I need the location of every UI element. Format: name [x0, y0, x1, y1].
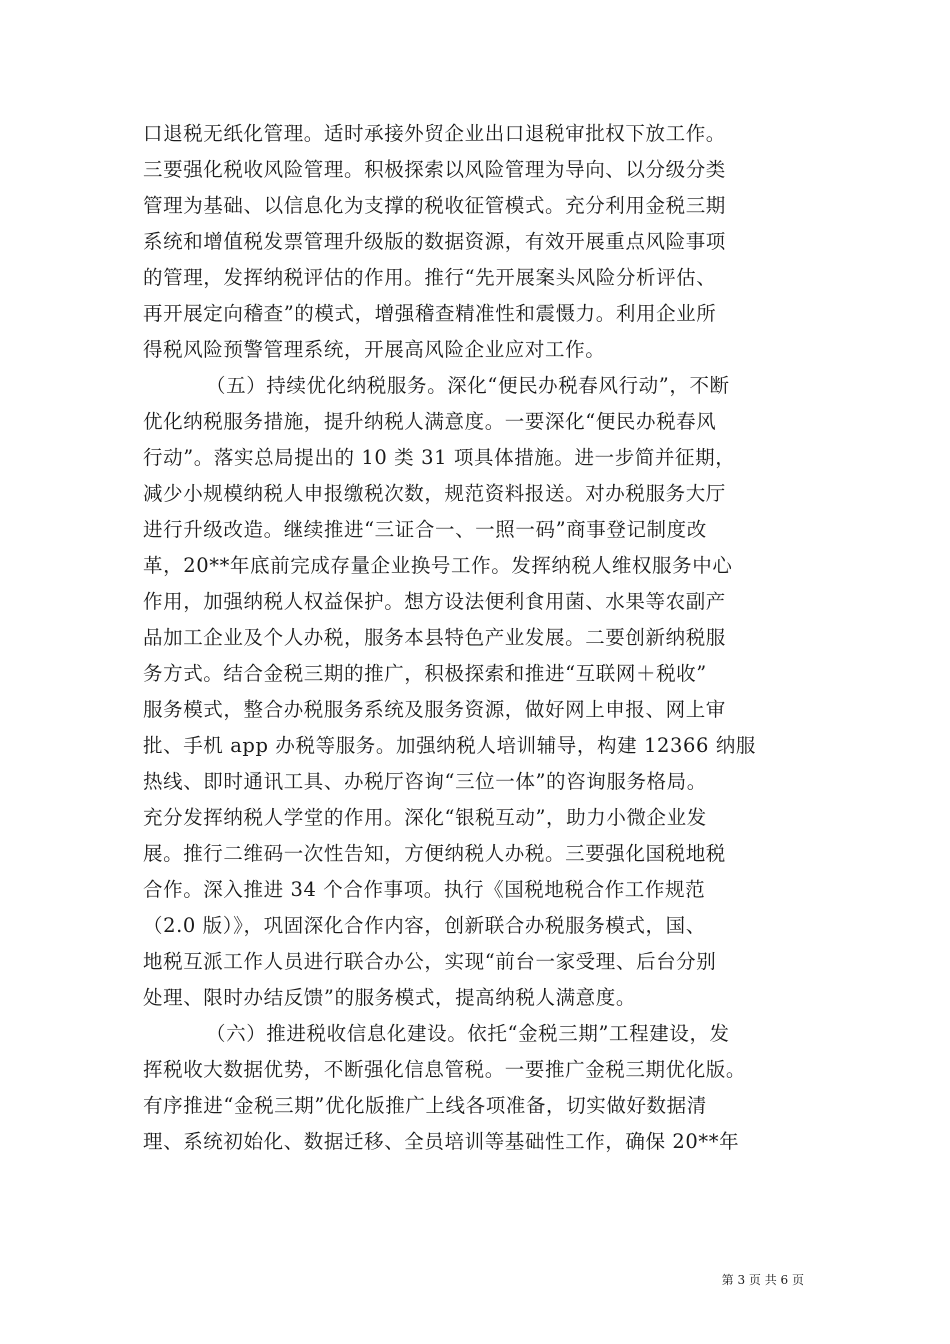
text-line: 批、手机 app 办税等服务。加强纳税人培训辅导，构建 12366 纳服	[143, 734, 757, 757]
text-line: 革，20**年底前完成存量企业换号工作。发挥纳税人维权服务中心	[143, 554, 733, 577]
text-line: 品加工企业及个人办税，服务本县特色产业发展。二要创新纳税服	[143, 626, 726, 649]
text-line: 挥税收大数据优势，不断强化信息管税。一要推广金税三期优化版。	[143, 1058, 747, 1081]
text-line: 减少小规模纳税人申报缴税次数，规范资料报送。对办税服务大厅	[143, 482, 726, 505]
text-line: 三要强化税收风险管理。积极探索以风险管理为导向、以分级分类	[143, 158, 726, 181]
text-line: （2.0 版）》，巩固深化合作内容，创新联合办税服务模式，国、	[143, 914, 706, 937]
text-line: 再开展定向稽查”的模式，增强稽查精准性和震慑力。利用企业所	[143, 302, 717, 325]
text-line: 处理、限时办结反馈”的服务模式，提高纳税人满意度。	[143, 986, 636, 1009]
text-line: 系统和增值税发票管理升级版的数据资源，有效开展重点风险事项	[143, 230, 726, 253]
text-line: 热线、即时通讯工具、办税厅咨询“三位一体”的咨询服务格局。	[143, 770, 707, 793]
text-line: 务方式。结合金税三期的推广，积极探索和推进“互联网＋税收”	[143, 662, 707, 685]
section-heading-line: （五）持续优化纳税服务。深化“便民办税春风行动”，不断	[206, 374, 730, 397]
text-line: 口退税无纸化管理。适时承接外贸企业出口退税审批权下放工作。	[143, 122, 726, 145]
section-heading-line: （六）推进税收信息化建设。依托“金税三期”工程建设，发	[206, 1022, 730, 1045]
text-line: 展。推行二维码一次性告知，方便纳税人办税。三要强化国税地税	[143, 842, 726, 865]
text-line: 进行升级改造。继续推进“三证合一、一照一码”商事登记制度改	[143, 518, 707, 541]
text-line: 管理为基础、以信息化为支撑的税收征管模式。充分利用金税三期	[143, 194, 726, 217]
text-line: 服务模式，整合办税服务系统及服务资源，做好网上申报、网上审	[143, 698, 726, 721]
text-line: 得税风险预警管理系统，开展高风险企业应对工作。	[143, 338, 606, 361]
page-number-footer: 第 3 页 共 6 页	[721, 1273, 804, 1287]
text-line: 合作。深入推进 34 个合作事项。执行《国税地税合作工作规范	[143, 878, 706, 901]
text-line: 地税互派工作人员进行联合办公，实现“前台一家受理、后台分别	[143, 950, 717, 973]
text-line: 有序推进“金税三期”优化版推广上线各项准备，切实做好数据清	[143, 1094, 707, 1117]
text-line: 理、系统初始化、数据迁移、全员培训等基础性工作，确保 20**年	[143, 1130, 740, 1153]
text-line: 充分发挥纳税人学堂的作用。深化“银税互动”，助力小微企业发	[143, 806, 707, 829]
text-line: 作用，加强纳税人权益保护。想方设法便利食用菌、水果等农副产	[143, 590, 726, 613]
text-line: 的管理，发挥纳税评估的作用。推行“先开展案头风险分析评估、	[143, 266, 717, 289]
text-line: 行动”。落实总局提出的 10 类 31 项具体措施。进一步简并征期，	[143, 446, 736, 469]
text-line: 优化纳税服务措施，提升纳税人满意度。一要深化“便民办税春风	[143, 410, 717, 433]
